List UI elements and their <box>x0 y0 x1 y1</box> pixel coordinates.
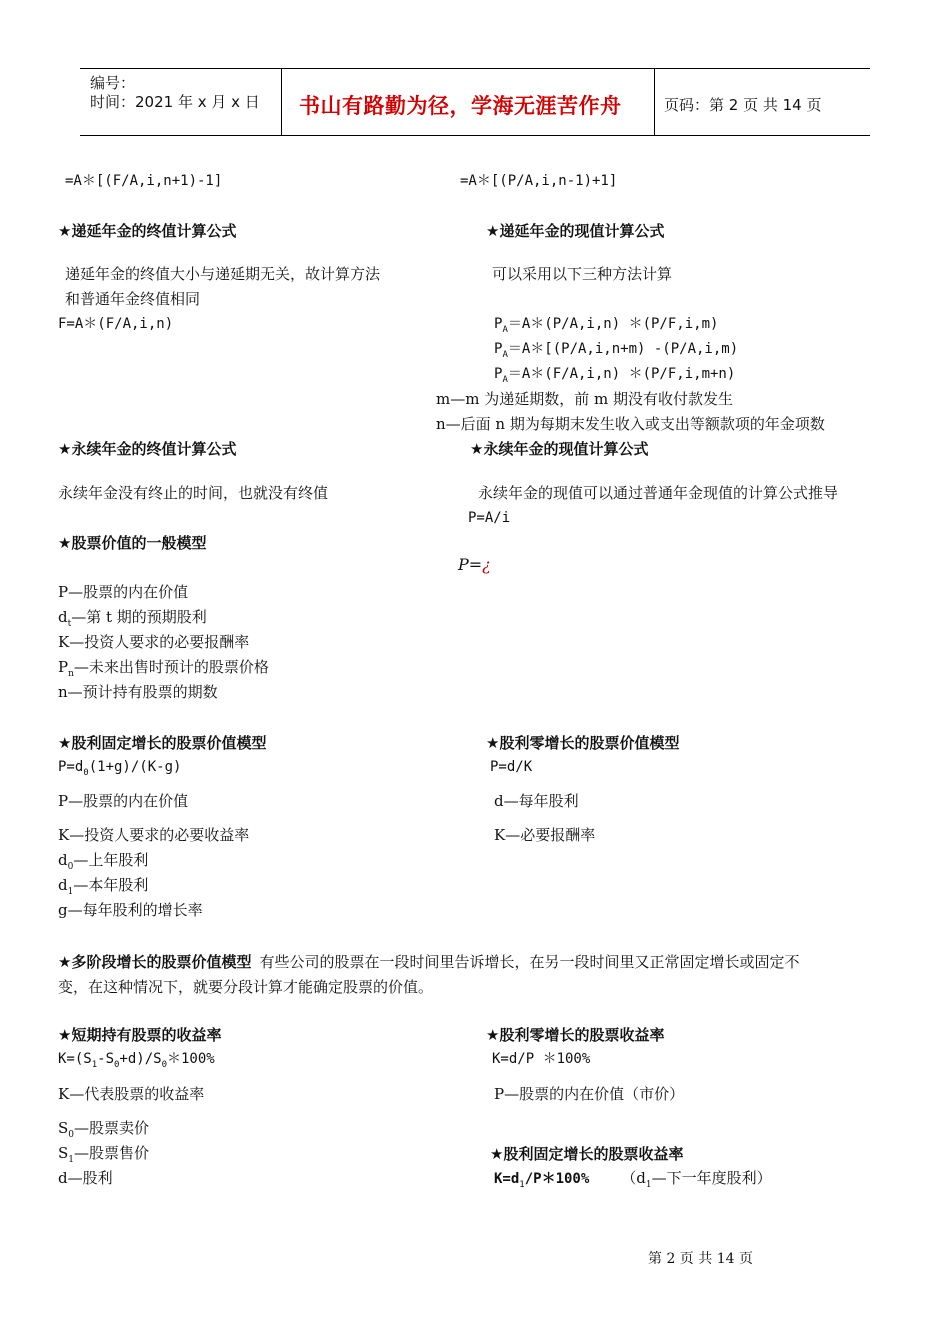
definition-item <box>58 791 188 811</box>
formula-placeholder-glyph: ¿ <box>482 555 491 574</box>
definition-item <box>58 607 207 634</box>
definition-symbol: S <box>58 1144 69 1162</box>
formula-subscript: 1 <box>519 1180 525 1191</box>
definition-symbol: P <box>58 792 69 810</box>
deferred-fv-text-1: 递延年金的终值大小与递延期无关，故计算方法 <box>65 265 381 283</box>
header-divider-left <box>281 68 282 136</box>
definition-symbol: d <box>58 876 68 894</box>
definition-subscript: 1 <box>67 887 74 897</box>
stock-general-formula <box>458 555 491 574</box>
zero-growth-formula: P=d/K <box>490 759 533 775</box>
formula-part: K=(S <box>58 1051 92 1067</box>
header-motto: 书山有路勤为径，学海无涯苦作舟 <box>299 94 622 118</box>
formula-part: ＊100% <box>167 1051 215 1067</box>
multi-stage-line-1 <box>58 950 799 975</box>
header-top-rule <box>80 68 870 69</box>
zero-growth-return-def: P—股票的内在价值（市价） <box>494 1085 685 1103</box>
deferred-pv-text: 可以采用以下三种方法计算 <box>492 265 673 283</box>
zero-growth-return-formula: K=d/P ＊100% <box>492 1051 591 1067</box>
definition-text: —第 t 期的预期股利 <box>71 608 207 626</box>
definition-text: —股票卖价 <box>74 1119 150 1137</box>
zero-growth-title: ★股利零增长的股票价值模型 <box>486 734 680 752</box>
deferred-pv-formula-2 <box>494 339 738 365</box>
formula-part: (1+g)/(K-g) <box>88 759 182 775</box>
header-divider-right <box>654 68 655 136</box>
definition-item <box>58 875 148 902</box>
definition-symbol: d <box>58 851 68 869</box>
deferred-fv-text-2: 和普通年金终值相同 <box>65 290 201 308</box>
definition-text: —股票的内在价值 <box>68 583 189 601</box>
definition-item <box>494 825 595 845</box>
footer-page-number: 第 2 页 共 14 页 <box>648 1251 753 1267</box>
formula-subscript: 1 <box>91 1059 98 1070</box>
note-part: （d <box>621 1169 646 1187</box>
definition-item <box>58 582 188 602</box>
definition-text: —代表股票的收益率 <box>69 1085 205 1103</box>
definition-item <box>58 1084 204 1104</box>
annuity-due-fv-formula: =A＊[(F/A,i,n+1)-1] <box>65 173 223 189</box>
definition-item <box>58 850 148 877</box>
deferred-pv-title: ★递延年金的现值计算公式 <box>486 222 665 240</box>
annuity-due-pv-formula: =A＊[(P/A,i,n-1)+1] <box>460 173 618 189</box>
formula-part: K=d <box>494 1171 520 1187</box>
definition-text: —股票售价 <box>74 1144 150 1162</box>
definition-item <box>58 632 249 652</box>
definition-symbol: K <box>58 826 70 844</box>
definition-text: —预计持有股票的期数 <box>67 683 218 701</box>
pv-formula-3-body: ＝A＊(F/A,i,n) ＊(P/F,i,m+n) <box>507 366 736 382</box>
formula-subscript: 0 <box>83 767 89 778</box>
definition-text: —本年股利 <box>73 876 149 894</box>
definition-symbol: K <box>58 633 70 651</box>
deferred-pv-formula-3 <box>494 364 735 390</box>
definition-item <box>58 825 249 845</box>
definition-symbol: d <box>494 792 504 810</box>
definition-subscript: 1 <box>68 1155 75 1165</box>
formula-subscript: 0 <box>161 1059 167 1070</box>
multi-stage-title: ★多阶段增长的股票价值模型 <box>58 953 252 971</box>
note-subscript: 1 <box>645 1180 652 1191</box>
definition-text: —股利 <box>67 1169 113 1187</box>
note-part: —下一年度股利） <box>651 1169 772 1187</box>
pv-subscript: A <box>502 374 508 385</box>
pv-symbol: P <box>494 341 503 357</box>
definition-text: —必要报酬率 <box>505 826 596 844</box>
perpetuity-pv-title: ★永续年金的现值计算公式 <box>470 440 649 458</box>
definition-symbol: P <box>58 583 69 601</box>
fixed-growth-return-formula <box>494 1168 772 1195</box>
definition-symbol: g <box>58 901 68 919</box>
definition-subscript: n <box>68 669 74 679</box>
pv-formula-2-body: ＝A＊[(P/A,i,n+m) -(P/A,i,m) <box>507 341 739 357</box>
formula-part: +d)/S <box>119 1051 162 1067</box>
definition-text: —未来出售时预计的股票价格 <box>73 658 269 676</box>
definition-item <box>58 1143 149 1170</box>
pv-formula-1-body: ＝A＊(P/A,i,n) ＊(P/F,i,m) <box>507 316 719 332</box>
definition-symbol: n <box>58 683 68 701</box>
definition-symbol: d <box>58 608 68 626</box>
multi-stage-text-2: 变，在这种情况下，就要分段计算才能确定股票的价值。 <box>58 978 434 996</box>
definition-item <box>58 657 269 684</box>
definition-symbol: d <box>58 1169 68 1187</box>
definition-item <box>494 791 579 811</box>
definition-item <box>58 682 218 702</box>
definition-text: —上年股利 <box>73 851 149 869</box>
zero-growth-return-title: ★股利零增长的股票收益率 <box>486 1026 665 1044</box>
fixed-growth-title: ★股利固定增长的股票价值模型 <box>58 734 267 752</box>
definition-item <box>58 1168 113 1188</box>
formula-part: /P＊100% <box>524 1171 590 1187</box>
multi-stage-text-1: 有些公司的股票在一段时间里告诉增长，在另一段时间里又正常固定增长或固定不 <box>259 953 800 971</box>
pv-subscript: A <box>502 324 508 335</box>
definition-text: —股票的内在价值 <box>68 792 189 810</box>
short-term-title: ★短期持有股票的收益率 <box>58 1026 222 1044</box>
perpetuity-fv-text: 永续年金没有终止的时间，也就没有终值 <box>58 484 329 502</box>
perpetuity-pv-formula: P=A/i <box>468 510 511 526</box>
definition-item <box>58 900 203 920</box>
definition-item <box>58 1118 149 1145</box>
stock-general-title: ★股票价值的一般模型 <box>58 534 207 552</box>
definition-text: —每年股利的增长率 <box>67 901 203 919</box>
definition-symbol: S <box>58 1119 69 1137</box>
header-bottom-rule <box>80 135 870 136</box>
pv-symbol: P <box>494 366 503 382</box>
deferred-fv-formula: F=A＊(F/A,i,n) <box>58 316 174 332</box>
definition-subscript: 0 <box>67 862 74 872</box>
formula-part: P=d <box>58 759 84 775</box>
definition-symbol: K <box>494 826 506 844</box>
deferred-note-m: m—m 为递延期数，前 m 期没有收付款发生 <box>436 390 733 408</box>
perpetuity-fv-title: ★永续年金的终值计算公式 <box>58 440 237 458</box>
formula-part: -S <box>97 1051 114 1067</box>
definition-text: —投资人要求的必要收益率 <box>69 826 250 844</box>
formula-p: P= <box>458 555 483 574</box>
pv-symbol: P <box>494 316 503 332</box>
definition-subscript: 0 <box>68 1130 75 1140</box>
definition-text: —投资人要求的必要报酬率 <box>69 633 250 651</box>
formula-subscript: 0 <box>114 1059 120 1070</box>
deferred-fv-title: ★递延年金的终值计算公式 <box>58 222 237 240</box>
definition-symbol: K <box>58 1085 70 1103</box>
fixed-growth-return-title: ★股利固定增长的股票收益率 <box>490 1145 684 1163</box>
deferred-note-n: n—后面 n 期为每期末发生收入或支出等额款项的年金项数 <box>436 415 825 433</box>
definition-text: —每年股利 <box>503 792 579 810</box>
definition-subscript: t <box>67 619 72 629</box>
header-time-label: 时间：2021 年 x 月 x 日 <box>90 93 260 111</box>
pv-subscript: A <box>502 349 508 360</box>
short-term-formula <box>58 1049 215 1075</box>
header-page-label: 页码：第 2 页 共 14 页 <box>664 96 822 114</box>
deferred-pv-formula-1 <box>494 314 718 340</box>
definition-symbol: P <box>58 658 69 676</box>
perpetuity-pv-text: 永续年金的现值可以通过普通年金现值的计算公式推导 <box>478 484 839 502</box>
fixed-growth-formula <box>58 757 181 783</box>
header-number-label: 编号： <box>90 74 136 92</box>
